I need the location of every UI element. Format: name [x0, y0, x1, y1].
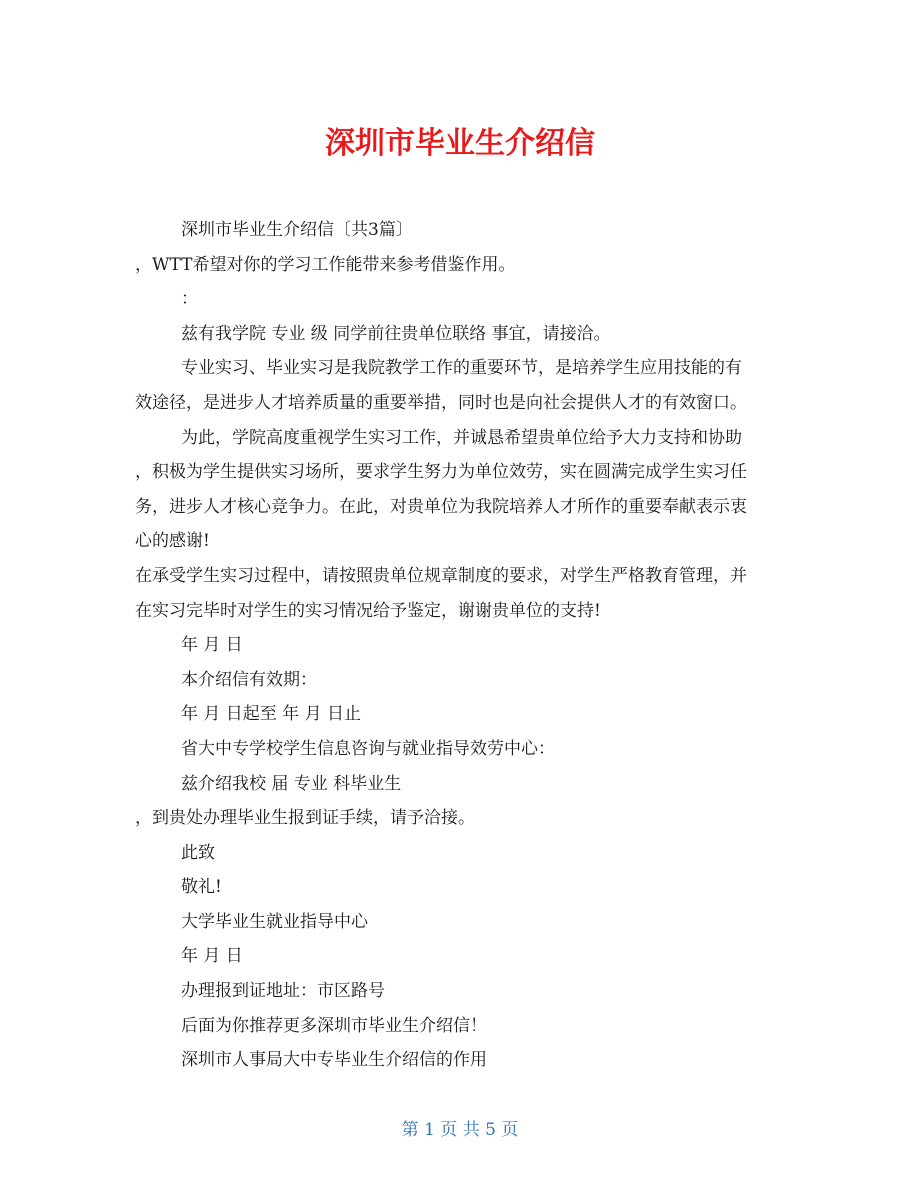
document-title: 深圳市毕业生介绍信 [325, 126, 595, 161]
paragraph-line: 办理报到证地址：市区路号 [181, 981, 385, 1002]
paragraph-line: 后面为你推荐更多深圳市毕业生介绍信！ [181, 1015, 487, 1036]
paragraph-line: 深圳市人事局大中专毕业生介绍信的作用 [181, 1050, 487, 1071]
page-footer: 第 1 页 共 5 页 [401, 1120, 519, 1140]
paragraph-line: ，WTT希望对你的学习工作能带来参考借鉴作用。 [135, 254, 516, 275]
paragraph-line: 年 月 日起至 年 月 日止 [181, 704, 362, 725]
paragraph-line: 在承受学生实习过程中，请按照贵单位规章制度的要求，对学生严格教育管理，并 [135, 565, 747, 586]
paragraph-line: 大学毕业生就业指导中心 [181, 911, 368, 932]
paragraph-line: 本介绍信有效期： [181, 669, 317, 690]
paragraph-line: 效途径，是进步人才培养质量的重要举措，同时也是向社会提供人才的有效窗口。 [135, 392, 747, 413]
paragraph-line: ，到贵处办理毕业生报到证手续，请予洽接。 [135, 808, 475, 829]
paragraph-line: 心的感谢! [135, 531, 210, 552]
paragraph-line: 此致 [181, 842, 215, 863]
paragraph-line: 深圳市毕业生介绍信〔共3篇〕 [181, 220, 413, 240]
paragraph-line: 敬礼! [181, 877, 222, 898]
paragraph-line: 在实习完毕时对学生的实习情况给予鉴定，谢谢贵单位的支持! [135, 600, 601, 621]
document-body [135, 213, 787, 1078]
paragraph-line: ： [181, 289, 198, 310]
paragraph-line: 务，进步人才核心竞争力。在此，对贵单位为我院培养人才所作的重要奉献表示衷 [135, 496, 747, 517]
paragraph-line: 兹有我学院 专业 级 同学前往贵单位联络 事宜，请接洽。 [181, 323, 611, 344]
paragraph-line: 为此，学院高度重视学生实习工作，并诚恳希望贵单位给予大力支持和协助 [181, 427, 742, 448]
paragraph-line: 年 月 日 [181, 635, 243, 656]
paragraph-line: 年 月 日 [181, 946, 243, 967]
paragraph-line: 省大中专学校学生信息咨询与就业指导效劳中心： [181, 738, 555, 759]
paragraph-line: 专业实习、毕业实习是我院教学工作的重要环节，是培养学生应用技能的有 [181, 358, 742, 379]
paragraph-line: ，积极为学生提供实习场所，要求学生努力为单位效劳，实在圆满完成学生实习任 [135, 462, 747, 483]
paragraph-line: 兹介绍我校 届 专业 科毕业生 [181, 773, 402, 794]
